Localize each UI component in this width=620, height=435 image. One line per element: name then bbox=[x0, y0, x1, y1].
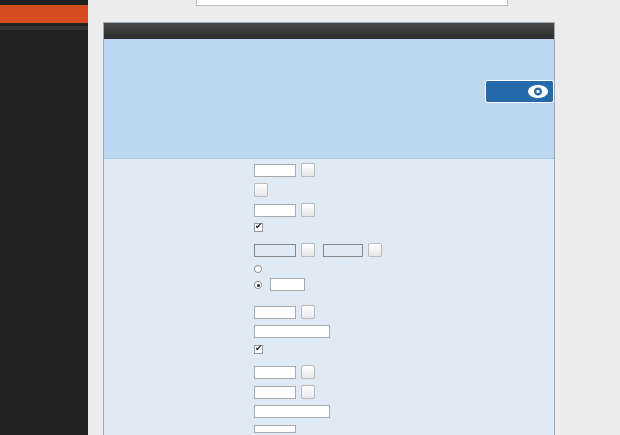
show-price-checkbox[interactable] bbox=[254, 345, 263, 354]
wizard-header bbox=[104, 39, 554, 159]
settings-panel bbox=[103, 22, 555, 435]
post-title-select-button[interactable] bbox=[301, 243, 315, 257]
excerpt-word-count-input[interactable] bbox=[270, 278, 305, 291]
sidebar-item-appearance[interactable] bbox=[0, 5, 88, 23]
row-show-post-title bbox=[104, 220, 555, 240]
settings-form bbox=[104, 160, 555, 432]
row-description-color bbox=[104, 302, 555, 322]
row-more-info bbox=[104, 402, 555, 422]
excerpt-description-radio[interactable] bbox=[254, 281, 262, 289]
intro-text bbox=[117, 80, 512, 88]
row-background-color bbox=[104, 160, 555, 180]
price-color-select-button[interactable] bbox=[301, 365, 315, 379]
excerpt-more-input[interactable] bbox=[254, 325, 330, 338]
show-post-title-checkbox[interactable] bbox=[254, 223, 263, 232]
panel-title bbox=[104, 23, 554, 39]
description-option-excerpt bbox=[254, 278, 309, 291]
notice-box bbox=[196, 0, 508, 6]
main-content bbox=[88, 0, 620, 435]
eye-icon bbox=[527, 84, 549, 99]
admin-sidebar bbox=[0, 0, 88, 435]
row-post-background bbox=[104, 200, 555, 220]
more-info-input[interactable] bbox=[254, 405, 330, 418]
hide-description-radio[interactable] bbox=[254, 265, 262, 273]
row-background-image bbox=[104, 180, 555, 200]
post-background-input[interactable] bbox=[254, 204, 296, 217]
description-color-input[interactable] bbox=[254, 306, 296, 319]
price-background-input[interactable] bbox=[254, 386, 296, 399]
post-background-select-button[interactable] bbox=[301, 203, 315, 217]
row-post-title-color bbox=[104, 240, 555, 260]
hover-select-button[interactable] bbox=[368, 243, 382, 257]
watch-tutorial-button[interactable] bbox=[485, 80, 554, 103]
next-input-partial[interactable] bbox=[254, 425, 296, 433]
price-color-input[interactable] bbox=[254, 366, 296, 379]
hover-color-swatch[interactable] bbox=[323, 244, 363, 257]
description-option-hide bbox=[254, 263, 266, 274]
price-background-select-button[interactable] bbox=[301, 385, 315, 399]
row-post-description bbox=[104, 260, 555, 302]
row-excerpt-more bbox=[104, 322, 555, 342]
browse-button[interactable] bbox=[254, 183, 268, 197]
row-price-background bbox=[104, 382, 555, 402]
row-show-price bbox=[104, 342, 555, 362]
row-price-color bbox=[104, 362, 555, 382]
background-color-input[interactable] bbox=[254, 164, 296, 177]
description-color-select-button[interactable] bbox=[301, 305, 315, 319]
background-color-select-button[interactable] bbox=[301, 163, 315, 177]
row-next-partial bbox=[104, 422, 555, 432]
post-title-color-swatch[interactable] bbox=[254, 244, 296, 257]
